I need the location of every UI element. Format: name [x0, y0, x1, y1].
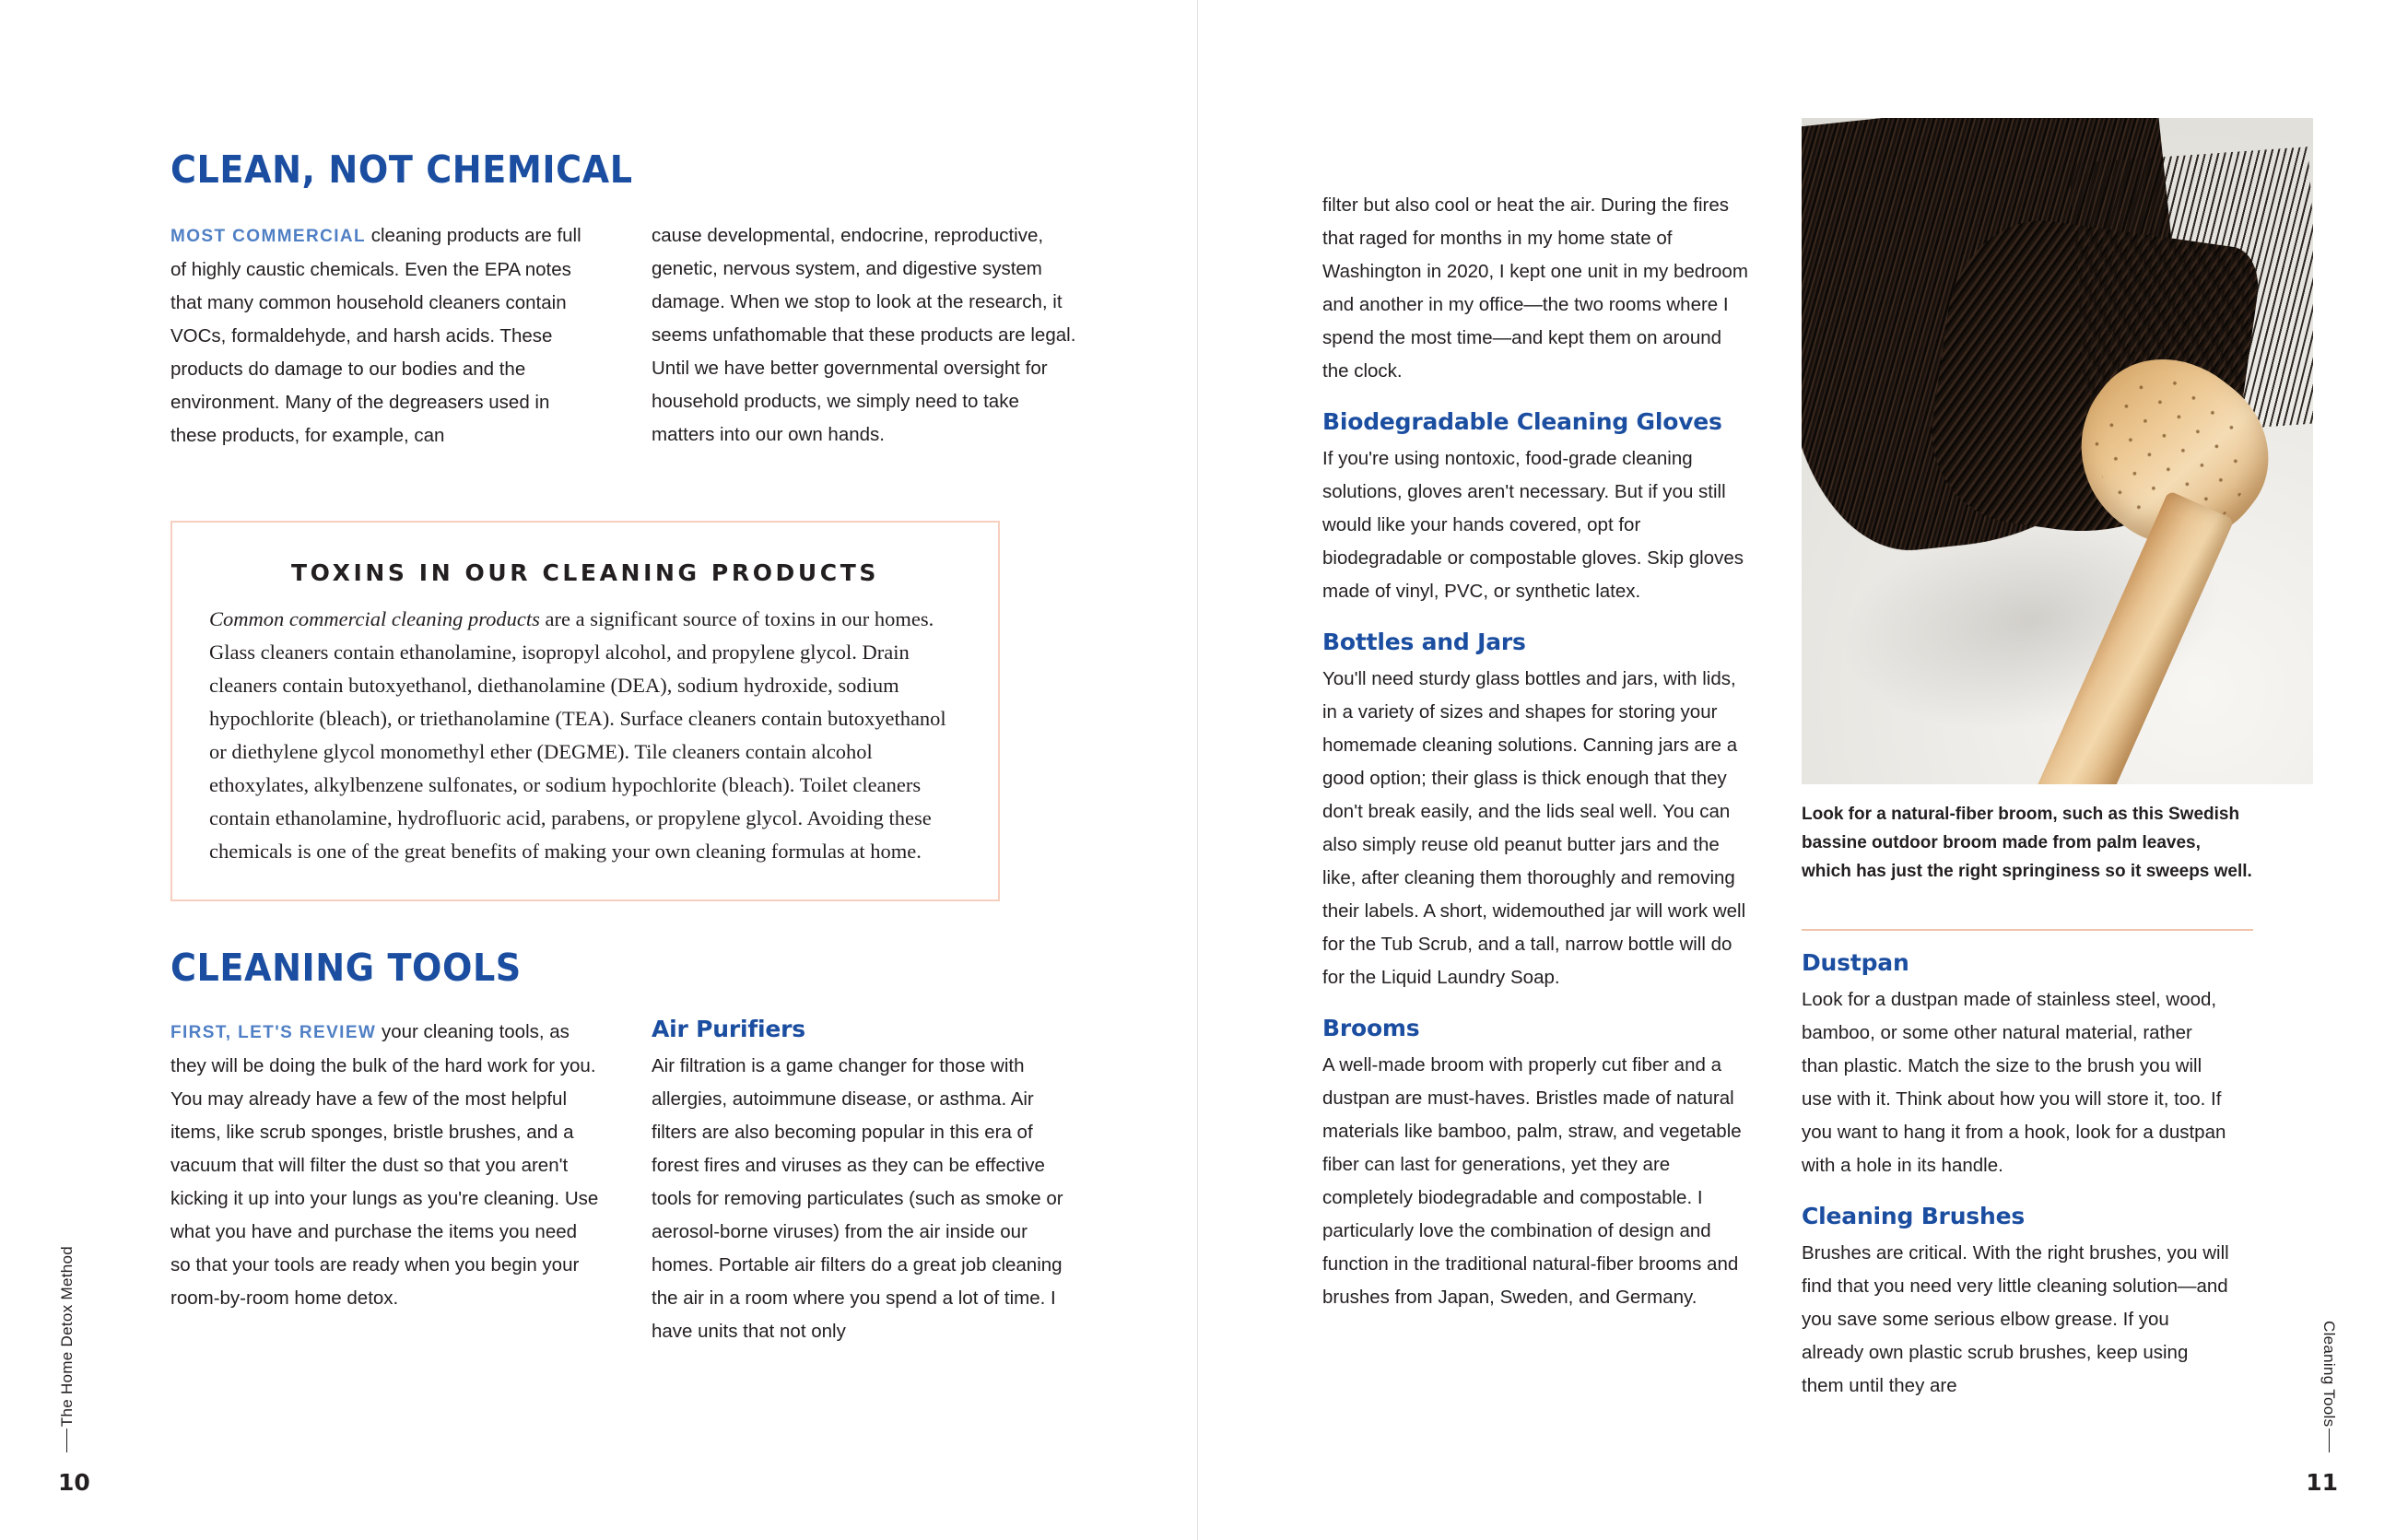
intro-lead-caps: MOST COMMERCIAL — [170, 227, 367, 246]
cleaning-brushes-body: Brushes are critical. With the right brushes, you will find that you need very little cleaning solution—and you save some serious elbow grease. If you already own plastic scrub brushes, keep using them until they are — [1802, 1242, 2229, 1396]
brooms-body: A well-made broom with properly cut fiber and a dustpan are must-haves. Bristles made of natural materials like bamboo, palm, straw, and vegetable fiber can last for generations, yet they are completely biodegradable and compostable. I particularly love the combination of design and function in the traditional natural-fiber brooms and brushes from Japan, Sweden, and Germany. — [1322, 1054, 1742, 1308]
page-title-clean-not-chemical: CLEAN, NOT CHEMICAL — [170, 147, 633, 192]
heading-bottles-and-jars: Bottles and Jars — [1322, 629, 1526, 655]
tools-column-1 — [170, 1016, 601, 1369]
intro-columns — [170, 219, 1083, 473]
intro-column-2 — [652, 219, 1082, 473]
tools-paragraph-1-text: your cleaning tools, as they will be doing the bulk of the hard work for you. You may already have a few of the most helpful items, like scrub sponges, bristle brushes, and a vacuum that will filter the dust so that you aren't kicking it up into your lungs as you're cleaning. Use what you have and purchase the items you need so that your tools are ready when you begin your room-by-room home detox. — [170, 1021, 599, 1309]
tools-columns — [170, 1016, 1083, 1369]
gloves-body: If you're using nontoxic, food-grade cleaning solutions, gloves aren't necessary. But if you still would like your hands covered, opt for biodegradable or compostable gloves. Skip gloves made of vinyl, PVC, or synthetic latex. — [1322, 448, 1744, 602]
toxins-body-text: are a significant source of toxins in our homes. Glass cleaners contain ethanolamine, isopropyl alcohol, and propylene glycol. Drain cleaners contain butoxyethanol, diethanolamine (DEA), sodium hydroxide, sodium hypochlorite (bleach), or triethanolamine (TEA). Surface cleaners contain butoxyethanol or diethylene glycol monomethyl ether (DEGME). Tile cleaners contain alcohol ethoxylates, alkylbenzene sulfonates, or sodium hypochlorite (bleach). Toilet cleaners contain ethanolamine, hydrofluoric acid, parabens, or propylene glycol. Avoiding these chemicals is one of the great benefits of making your own cleaning formulas at home. — [209, 607, 946, 863]
toxins-sidebar-title: TOXINS IN OUR CLEANING PRODUCTS — [290, 559, 880, 586]
intro-column-1 — [170, 219, 601, 473]
heading-biodegradable-cleaning-gloves: Biodegradable Cleaning Gloves — [1322, 408, 1722, 435]
running-head-right: Cleaning Tools — [2320, 1320, 2338, 1427]
left-page-content — [170, 147, 1083, 1369]
toxins-sidebar-body — [209, 603, 961, 868]
broom-photo — [1802, 118, 2313, 784]
tools-column-2 — [652, 1016, 1082, 1369]
tools-lead-caps: FIRST, LET'S REVIEW — [170, 1023, 377, 1042]
toxins-lead-italic: Common commercial cleaning products — [209, 607, 540, 630]
heading-dustpan: Dustpan — [1802, 949, 1909, 976]
right-column-2 — [1802, 949, 2232, 1423]
folio-rule-left — [66, 1428, 67, 1452]
air-purifiers-continued: filter but also cool or heat the air. During the fires that raged for months in my home state of Washington in 2020, I kept one unit in my bedroom and another in my office—the two rooms where I spend the most time—and kept them on around the clock. — [1322, 194, 1748, 382]
air-purifiers-body: Air filtration is a game changer for those with allergies, autoimmune disease, or asthma. Air filters are also becoming popular in this era of forest fires and viruses as they can be effective tools for removing particulates (such as smoke or aerosol-borne viruses) from the air inside our homes. Portable air filters do a great job cleaning the air in a room where you spend a lot of time. I have units that not only — [652, 1055, 1063, 1342]
page-right — [1198, 0, 2396, 1540]
intro-paragraph-1-text: cleaning products are full of highly caustic chemicals. Even the EPA notes that many common household cleaners contain VOCs, formaldehyde, and harsh acids. These products do damage to our bodies and the environment. Many of the degreasers used in these products, for example, can — [170, 225, 581, 446]
page-title-cleaning-tools: CLEANING TOOLS — [170, 946, 522, 990]
caption-divider — [1802, 929, 2253, 931]
intro-paragraph-2: cause developmental, endocrine, reproductive, genetic, nervous system, and digestive system damage. When we stop to look at the research, it seems unfathomable that these products are legal. Until we have better governmental oversight for household products, we simply need to take matters into our own hands. — [652, 225, 1076, 445]
heading-air-purifiers: Air Purifiers — [652, 1016, 805, 1042]
heading-brooms: Brooms — [1322, 1015, 1420, 1041]
photo-caption: Look for a natural-fiber broom, such as this Swedish bassine outdoor broom made from palm leaves, which has just the right springiness so it sweeps well. — [1802, 805, 2252, 881]
dustpan-body: Look for a dustpan made of stainless steel, wood, bamboo, or some other natural material, rather than plastic. Match the size to the brush you will use with it. Think about how you will store it, too. If you want to hang it from a hook, look for a dustpan with a hole in its handle. — [1802, 989, 2226, 1176]
running-head-left: The Home Detox Method — [58, 1245, 76, 1427]
folio-right: 11 — [2306, 1469, 2338, 1496]
folio-rule-right — [2329, 1428, 2330, 1452]
intro-paragraph-1 — [170, 219, 601, 453]
heading-cleaning-brushes: Cleaning Brushes — [1802, 1203, 2026, 1229]
bottles-body: You'll need sturdy glass bottles and jars, with lids, in a variety of sizes and shapes for storing your homemade cleaning solutions. Canning jars are a good option; their glass is thick enough that they don't break easily, and the lids seal well. You can also simply reuse old peanut butter jars and the like, after cleaning them thoroughly and removing their labels. A short, widemouthed jar will work well for the Tub Scrub, and a tall, narrow bottle will do for the Liquid Laundry Soap. — [1322, 668, 1746, 988]
toxins-sidebar — [170, 521, 1000, 901]
folio-left: 10 — [58, 1469, 90, 1496]
tools-paragraph-1 — [170, 1016, 601, 1315]
broom-photo-figure — [1802, 118, 2313, 784]
right-column-1 — [1322, 189, 1753, 1334]
